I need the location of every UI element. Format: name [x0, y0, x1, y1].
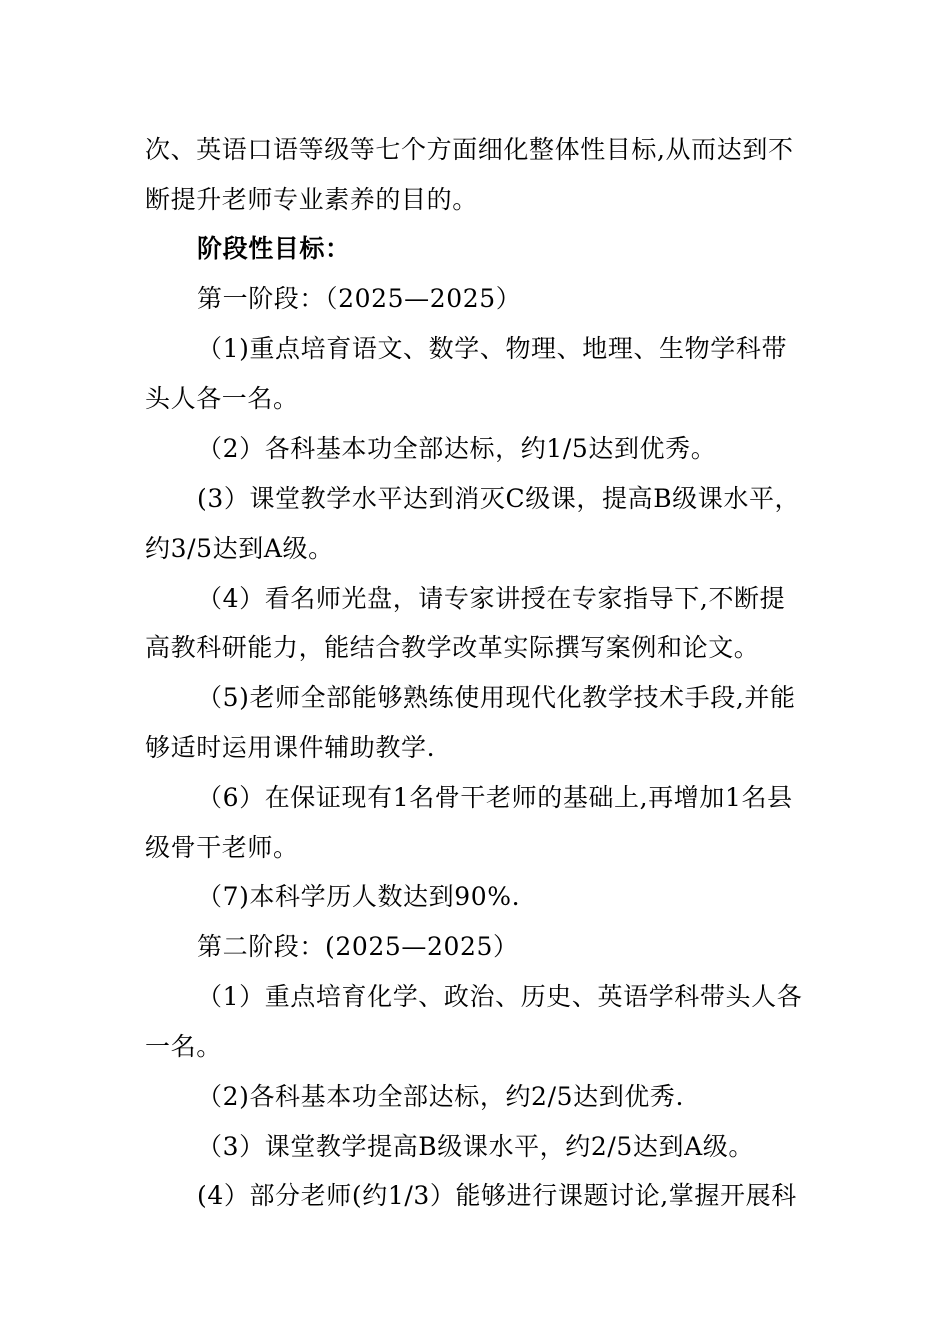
text-line: 约3/5达到A级。	[145, 534, 334, 563]
text-line: 高教科研能力，能结合教学改革实际撰写案例和论文。	[145, 633, 760, 662]
text-line: 次、英语口语等级等七个方面细化整体性目标,从而达到不	[145, 135, 794, 164]
section-heading: 阶段性目标：	[197, 234, 351, 263]
text-line: 断提升老师专业素养的目的。	[145, 185, 478, 214]
stage-heading: 第二阶段：(2025—2025）	[197, 932, 519, 961]
list-item: (4）部分老师(约1/3）能够进行课题讨论,掌握开展科	[197, 1181, 797, 1210]
list-item: （2）各科基本功全部达标，约1/5达到优秀。	[197, 434, 717, 463]
stage-heading: 第一阶段：（2025—2025）	[197, 284, 522, 313]
list-item: （4）看名师光盘，请专家讲授在专家指导下,不断提	[197, 584, 786, 613]
list-item: （5)老师全部能够熟练使用现代化教学技术手段,并能	[197, 683, 796, 712]
text-line: 够适时运用课件辅助教学.	[145, 733, 436, 762]
list-item: （6）在保证现有1名骨干老师的基础上,再增加1名县	[197, 783, 793, 812]
list-item: （1)重点培育语文、数学、物理、地理、生物学科带	[197, 334, 788, 363]
list-item: （7)本科学历人数达到90%.	[197, 882, 521, 911]
list-item: (3）课堂教学水平达到消灭C级课，提高B级课水平，	[197, 484, 801, 513]
list-item: （2)各科基本功全部达标，约2/5达到优秀.	[197, 1082, 685, 1111]
list-item: （1）重点培育化学、政治、历史、英语学科带头人各	[197, 982, 803, 1011]
list-item: （3）课堂教学提高B级课水平，约2/5达到A级。	[197, 1132, 754, 1161]
text-line: 头人各一名。	[145, 384, 299, 413]
text-line: 级骨干老师。	[145, 833, 299, 862]
text-line: 一名。	[145, 1032, 222, 1061]
